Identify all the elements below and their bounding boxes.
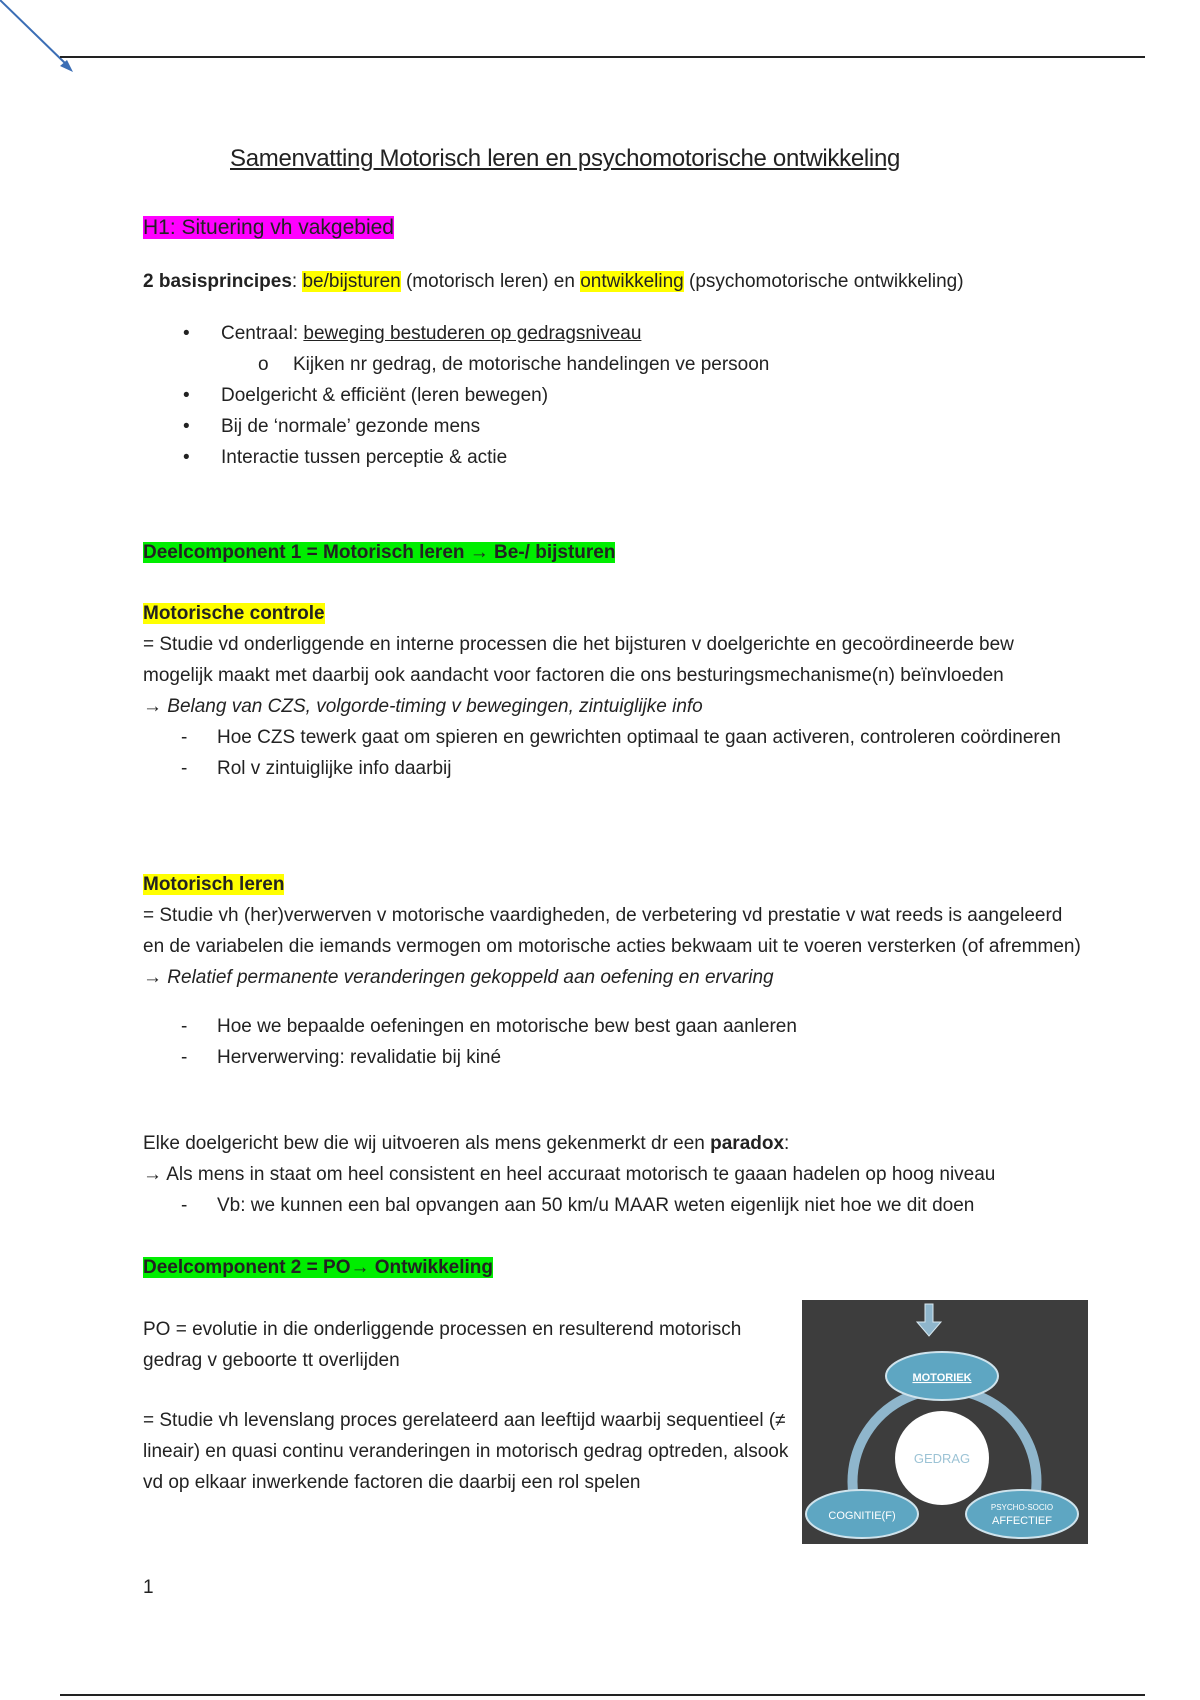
bullet-3: Bij de ‘normale’ gezonde mens: [221, 416, 481, 437]
dash-icon: -: [181, 727, 188, 748]
deel1-part-a: Deelcomponent 1 = Motorisch leren: [143, 542, 470, 563]
controle-dash-2: Rol v zintuiglijke info daarbij: [217, 758, 452, 779]
bullet-2: Doelgericht & efficiënt (leren bewegen): [221, 385, 549, 406]
bullet-1-underlined: beweging bestuderen op gedragsniveau: [303, 323, 642, 344]
intro-lead: 2 basisprincipes: [143, 271, 292, 292]
po-section: [143, 1314, 793, 1498]
principles-list: [143, 318, 1083, 473]
intro-colon: :: [291, 271, 303, 292]
intro-term-ontwikkeling: ontwikkeling: [580, 271, 684, 292]
leren-italic-note: Relatief permanente veranderingen gekoppeld aan oefening en ervaring: [167, 967, 774, 988]
controle-dash-1: Hoe CZS tewerk gaat om spieren en gewrichten optimaal te gaan activeren, controleren coördineren: [217, 727, 1061, 748]
controle-definition: = Studie vd onderliggende en interne processen die het bijsturen v doelgerichte en gecoördineerde bew mogelijk maakt met daarbij ook aandacht voor factoren die ons besturingsmechanisme(n) beïnvloeden: [143, 634, 1014, 686]
list-item: [143, 411, 1083, 442]
affectief-node: [966, 1490, 1078, 1538]
dash-icon: -: [181, 1047, 188, 1068]
deelcomponent-1-heading: [143, 537, 1083, 568]
list-item: [143, 380, 1083, 411]
corner-arrow-icon: [0, 0, 90, 90]
intro-tail: (psychomotorische ontwikkeling): [683, 271, 964, 292]
motorisch-leren-section: [143, 869, 1083, 1073]
arrow-icon: →: [143, 1164, 162, 1185]
paradox-colon: :: [784, 1133, 790, 1154]
header-rule: [60, 56, 1145, 58]
bullet-1-prefix: Centraal:: [221, 323, 304, 344]
bullet-1-sub: Kijken nr gedrag, de motorische handelingen ve persoon: [293, 354, 770, 375]
paradox-lead: Elke doelgericht bew die wij uitvoeren als mens gekenmerkt dr een: [143, 1133, 711, 1154]
list-item: [143, 753, 1083, 784]
list-item: [143, 349, 1083, 380]
bullet-4: Interactie tussen perceptie & actie: [221, 447, 508, 468]
po-paragraph-2: = Studie vh levenslang proces gerelateerd aan leeftijd waarbij sequentieel (≠ lineair) en quasi continu veranderingen in motorisch gedrag optreden, alsook vd op elkaar inwerkende factoren die daarbij een rol spelen: [143, 1410, 789, 1493]
bullet-icon: •: [183, 416, 190, 437]
intro-term-bijsturen: be/bijsturen: [302, 271, 401, 292]
deel2-part-a: Deelcomponent 2 = PO: [143, 1257, 351, 1278]
dash-icon: -: [181, 1195, 188, 1216]
list-item: [143, 1011, 1083, 1042]
affectief-label-line-1: PSYCHO-SOCIO: [990, 1503, 1054, 1512]
arrow-icon: →: [350, 1257, 370, 1278]
gedrag-diagram: [802, 1300, 1088, 1544]
leren-heading: Motorisch leren: [143, 874, 285, 895]
bullet-icon: •: [183, 385, 190, 406]
arrow-icon: →: [469, 542, 489, 563]
controle-italic-note: Belang van CZS, volgorde-timing v bewegingen, zintuiglijke info: [167, 696, 703, 717]
document-title: Samenvatting Motorisch leren en psychomotorische ontwikkeling: [230, 145, 901, 172]
deel1-part-b: Be-/ bijsturen: [488, 542, 616, 563]
list-item: [143, 318, 1083, 349]
leren-dash-1: Hoe we bepaalde oefeningen en motorische bew best gaan aanleren: [217, 1016, 797, 1037]
sub-bullet-icon: o: [258, 354, 269, 375]
deel2-part-b: Ontwikkeling: [369, 1257, 494, 1278]
paradox-line-2: Als mens in staat om heel consistent en heel accuraat motorisch te gaaan hadelen op hoog niveau: [162, 1164, 996, 1185]
list-item: [143, 442, 1083, 473]
cognitie-label: COGNITIE(F): [828, 1510, 896, 1522]
arrow-icon: →: [143, 696, 162, 717]
intro-mid: (motorisch leren) en: [400, 271, 581, 292]
arrow-icon: →: [143, 967, 162, 988]
motorische-controle-section: [143, 598, 1083, 784]
paradox-bold: paradox: [710, 1133, 785, 1154]
footer-rule: [60, 1694, 1145, 1696]
affectief-label-line-2: AFFECTIEF: [992, 1515, 1052, 1527]
dash-icon: -: [181, 1016, 188, 1037]
bullet-icon: •: [183, 323, 190, 344]
paradox-dash-1: Vb: we kunnen een bal opvangen aan 50 km/u MAAR weten eigenlijk niet hoe we dit doen: [217, 1195, 975, 1216]
list-item: [143, 722, 1083, 753]
dash-icon: -: [181, 758, 188, 779]
paradox-section: [143, 1128, 1083, 1221]
deelcomponent-2-heading: [143, 1252, 1083, 1283]
leren-dash-2: Herverwerving: revalidatie bij kiné: [217, 1047, 502, 1068]
leren-definition: = Studie vh (her)verwerven v motorische vaardigheden, de verbetering vd prestatie v wat reeds is aangeleerd en de variabelen die iemands vermogen om motorische acties bekwaam uit te voeren versterken (of afremmen): [143, 905, 1081, 957]
page-number: 1: [143, 1577, 154, 1598]
list-item: [143, 1190, 1083, 1221]
motoriek-label: MOTORIEK: [912, 1372, 972, 1384]
gedrag-diagram-svg: [802, 1300, 1088, 1544]
list-item: [143, 1042, 1083, 1073]
gedrag-label: GEDRAG: [913, 1451, 971, 1466]
controle-heading: Motorische controle: [143, 603, 325, 624]
intro-line: [143, 266, 1083, 297]
chapter-heading: H1: Situering vh vakgebied: [143, 216, 394, 239]
bullet-icon: •: [183, 447, 190, 468]
po-paragraph-1: PO = evolutie in die onderliggende processen en resulterend motorisch gedrag v geboorte tt overlijden: [143, 1319, 742, 1371]
chapter-heading-row: [143, 212, 1083, 244]
